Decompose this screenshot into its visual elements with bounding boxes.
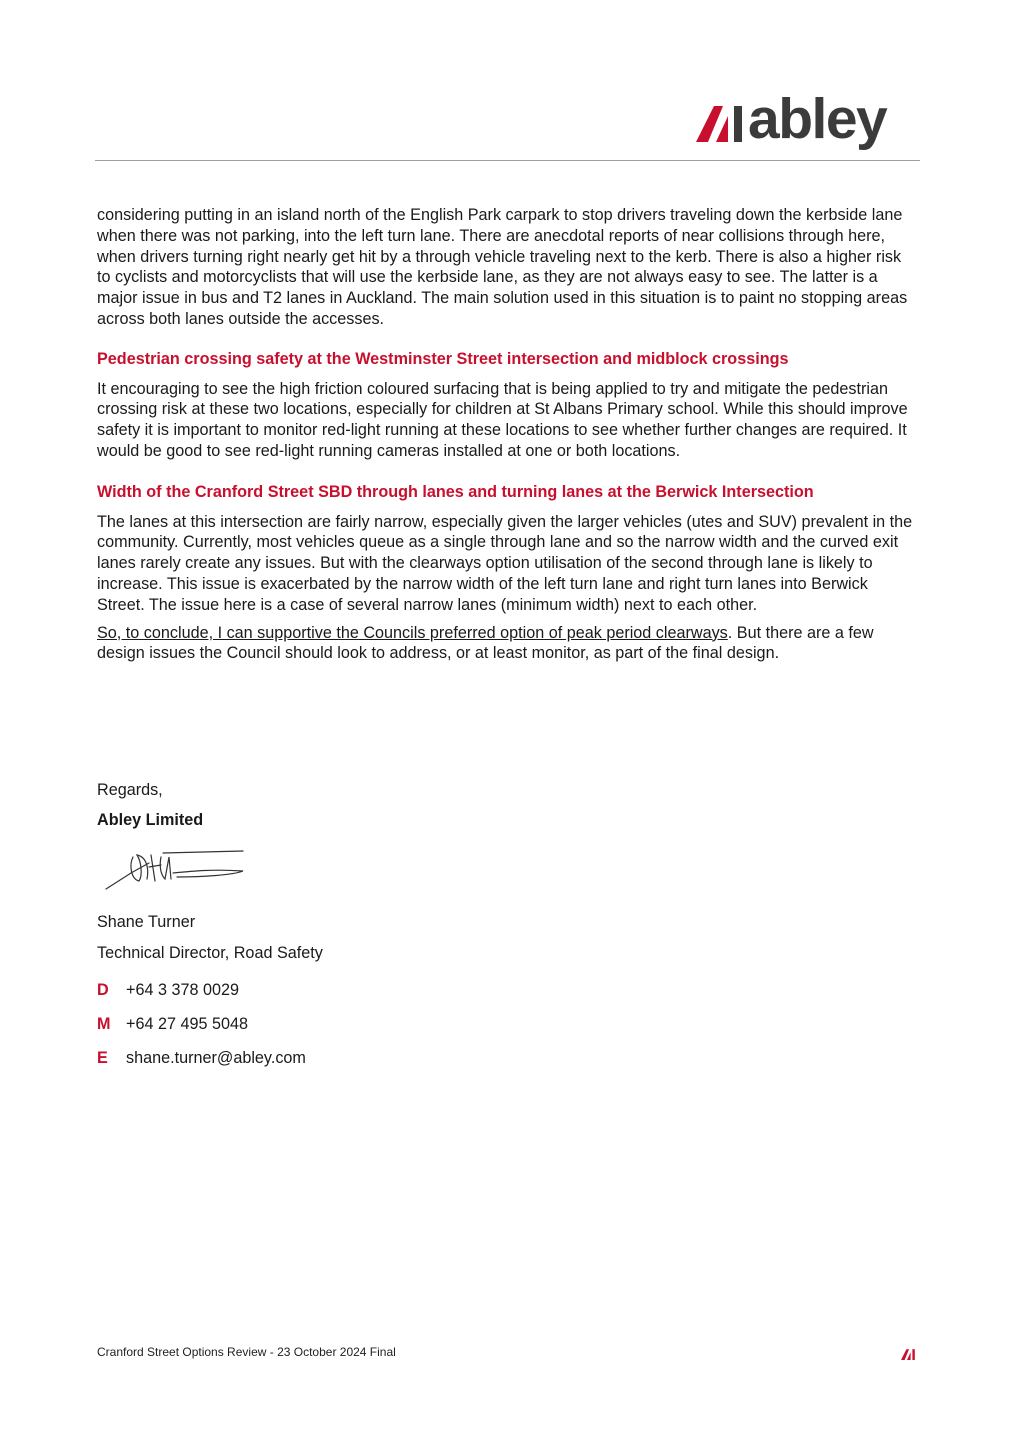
contact-value: +64 3 378 0029 <box>126 981 239 999</box>
contact-mobile <box>97 1014 248 1034</box>
heading-pedestrian-crossing: Pedestrian crossing safety at the Westminster Street intersection and midblock crossings <box>97 349 789 368</box>
footer-text: Cranford Street Options Review - 23 October 2024 Final <box>97 1345 396 1359</box>
contact-key: D <box>97 981 109 999</box>
conclusion-rest: . But there are a few design issues the Council should look to address, or at least monitor, as part of the final design. <box>97 623 874 663</box>
paragraph-island: considering putting in an island north of the English Park carpark to stop drivers traveling down the kerbside lane when there was not parking, into the left turn lane. There are anecdotal reports of near collisions through here, when drivers turning right nearly get hit by a through vehicle traveling next to the kerb. There is also a higher risk to cyclists and motorcyclists that will use the kerbside lane, as they are not always easy to see. The latter is a major issue in bus and T2 lanes in Auckland. The main solution used in this situation is to paint no stopping areas across both lanes outside the accesses. <box>97 206 908 328</box>
header-divider <box>95 160 920 161</box>
paragraph-conclusion <box>97 623 917 665</box>
document-body <box>97 205 917 664</box>
regards-text: Regards, <box>97 781 163 799</box>
abley-logo <box>696 87 887 151</box>
paragraph-lane-width: The lanes at this intersection are fairly narrow, especially given the larger vehicles (utes and SUV) prevalent in the community. Currently, most vehicles queue as a single through lane and so the narrow width and the curved exit lanes rarely create any issues. But with the clearways option utilisation of the second through lane is likely to increase. This issue is exacerbated by the narrow width of the left turn lane and right turn lanes into Berwick Street. The issue here is a case of several narrow lanes (minimum width) next to each other. <box>97 512 913 614</box>
contact-email <box>97 1048 306 1068</box>
abley-mark-icon <box>900 1348 917 1360</box>
logo-wordmark: abley <box>748 87 887 151</box>
heading-lane-width: Width of the Cranford Street SBD through lanes and turning lanes at the Berwick Intersection <box>97 482 814 501</box>
contact-direct <box>97 980 239 1000</box>
paragraph-pedestrian-crossing: It encouraging to see the high friction coloured surfacing that is being applied to try and mitigate the pedestrian crossing risk at these two locations, especially for children at St Albans Primary school. While this should improve safety it is important to monitor red-light running at these locations to see whether further changes are required. It would be good to see red-light running cameras installed at one or both locations. <box>97 379 908 460</box>
abley-mark-icon <box>696 102 746 142</box>
signature-image <box>103 845 248 893</box>
contact-value: +64 27 495 5048 <box>126 1015 248 1033</box>
conclusion-underlined: So, to conclude, I can supportive the Councils preferred option of peak period clearways <box>97 623 728 642</box>
company-name: Abley Limited <box>97 811 204 829</box>
signatory-title: Technical Director, Road Safety <box>97 944 323 962</box>
contact-key: E <box>97 1049 108 1067</box>
contact-value: shane.turner@abley.com <box>126 1049 306 1067</box>
signatory-name: Shane Turner <box>97 913 196 931</box>
contact-key: M <box>97 1015 111 1033</box>
